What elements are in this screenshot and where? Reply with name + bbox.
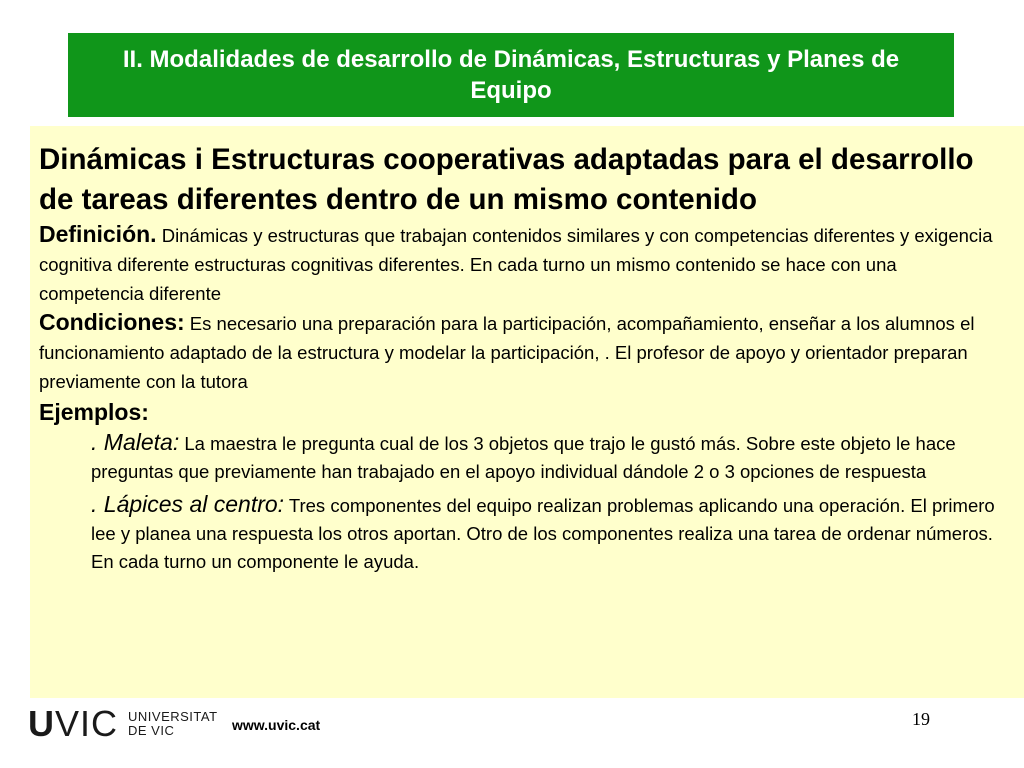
condiciones-label: Condiciones:: [39, 309, 185, 335]
example-label: . Lápices al centro:: [91, 491, 285, 517]
uvic-logo: [28, 703, 218, 744]
logo-line-2: DE VIC: [128, 723, 175, 738]
slide-title-text: II. Modalidades de desarrollo de Dinámicas, Estructuras y Planes de Equipo: [122, 46, 900, 104]
uvic-wordmark: [28, 703, 119, 744]
logo-vic: VIC: [55, 703, 119, 744]
example-lapices: [39, 490, 1011, 576]
content-box: [30, 126, 1024, 698]
condiciones-paragraph: [39, 308, 999, 396]
example-text: La maestra le pregunta cual de los 3 objetos que trajo le gustó más. Sobre este objeto le hace preguntas que previamente han trabajado en el apoyo individual dándole 2 o 3 opciones de respuesta: [91, 433, 956, 482]
definicion-text: Dinámicas y estructuras que trabajan contenidos similares y con competencias diferentes y exigencia cognitiva diferente estructuras cognitivas diferentes. En cada turno un mismo contenido se hace con una competencia diferente: [39, 225, 993, 304]
logo-u: U: [28, 703, 55, 744]
example-maleta: [39, 428, 1011, 486]
slide-title: [68, 33, 954, 117]
definicion-paragraph: [39, 220, 999, 308]
logo-line-1: UNIVERSITAT: [128, 709, 218, 724]
content-heading: Dinámicas i Estructuras cooperativas adaptadas para el desarrollo de tareas diferentes dentro de un mismo contenido: [39, 143, 974, 216]
university-name: [128, 710, 218, 738]
example-text: Tres componentes del equipo realizan problemas aplicando una operación. El primero lee y planea una respuesta los otros aportan. Otro de los componentes realiza una tarea de ordenar números. En cada turno un componente le ayuda.: [91, 495, 995, 572]
ejemplos-label: Ejemplos:: [39, 399, 149, 425]
condiciones-text: Es necesario una preparación para la participación, acompañamiento, enseñar a los alumnos el funcionamiento adaptado de la estructura y modelar la participación, . El profesor de apoyo y orientador preparan previamente con la tutora: [39, 313, 975, 392]
page-number: 19: [912, 709, 930, 729]
example-label: . Maleta:: [91, 429, 180, 455]
definicion-label: Definición.: [39, 221, 157, 247]
website-link[interactable]: www.uvic.cat: [232, 717, 321, 733]
